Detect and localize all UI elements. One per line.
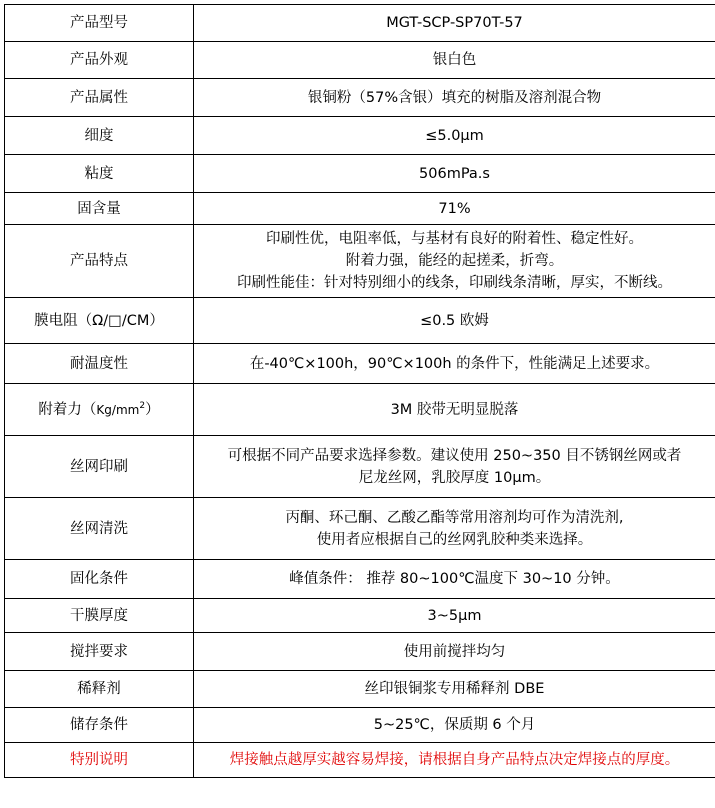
- row-value: 在-40℃×100h，90℃×100h 的条件下，性能满足上述要求。: [194, 344, 715, 384]
- special-note-label: 特别说明: [5, 743, 194, 778]
- table-row: [5, 298, 715, 344]
- row-label: 搅拌要求: [5, 633, 194, 671]
- row-value: 506mPa.s: [194, 155, 715, 193]
- label-superscript: 2: [139, 400, 146, 411]
- row-value: 峰值条件： 推荐 80~100℃温度下 30~10 分钟。: [194, 560, 715, 599]
- row-label: [5, 384, 194, 436]
- spec-table: [4, 4, 715, 778]
- value-line: 附着力强，能经的起搓柔，折弯。: [345, 253, 564, 269]
- value-line: 尼龙丝网，乳胶厚度 10μm。: [358, 469, 551, 486]
- row-value: [194, 225, 715, 298]
- row-value: 使用前搅拌均匀: [194, 633, 715, 671]
- row-label: 稀释剂: [5, 671, 194, 708]
- table-row: [5, 498, 715, 560]
- row-label: 粘度: [5, 155, 194, 193]
- table-row: [5, 79, 715, 117]
- row-label: 产品外观: [5, 42, 194, 79]
- table-row: [5, 193, 715, 225]
- row-label: 储存条件: [5, 708, 194, 743]
- table-row: [5, 384, 715, 436]
- row-value: ≤5.0μm: [194, 117, 715, 155]
- row-label: 丝网印刷: [5, 436, 194, 498]
- table-row: [5, 344, 715, 384]
- row-value: 银铜粉（57%含银）填充的树脂及溶剂混合物: [194, 79, 715, 117]
- row-label: 丝网清洗: [5, 498, 194, 560]
- row-value: ≤0.5 欧姆: [194, 298, 715, 344]
- table-row: [5, 225, 715, 298]
- value-line: 使用者应根据自己的丝网乳胶种类来选择。: [316, 531, 593, 548]
- row-label: 固含量: [5, 193, 194, 225]
- label-unit: Kg/mm: [96, 402, 140, 417]
- row-value: 3M 胶带无明显脱落: [194, 384, 715, 436]
- special-note-value: 焊接触点越厚实越容易焊接，请根据自身产品特点决定焊接点的厚度。: [194, 743, 715, 778]
- row-label: 固化条件: [5, 560, 194, 599]
- label-main: 附着力（: [38, 401, 97, 418]
- label-end: ）: [145, 401, 160, 418]
- table-row: [5, 5, 715, 42]
- table-row: [5, 117, 715, 155]
- row-value: [194, 498, 715, 560]
- table-row: [5, 633, 715, 671]
- table-row: [5, 155, 715, 193]
- row-label: 膜电阻（Ω/□/CM）: [5, 298, 194, 344]
- row-value: 3~5μm: [194, 599, 715, 633]
- table-row: [5, 708, 715, 743]
- table-row: [5, 671, 715, 708]
- table-row: [5, 599, 715, 633]
- row-value: MGT-SCP-SP70T-57: [194, 5, 715, 42]
- row-label: 干膜厚度: [5, 599, 194, 633]
- row-value: [194, 436, 715, 498]
- row-label: 耐温度性: [5, 344, 194, 384]
- value-line: 印刷性能佳：针对特别细小的线条，印刷线条清晰，厚实，不断线。: [237, 275, 672, 291]
- row-label: 产品型号: [5, 5, 194, 42]
- value-line: 丙酮、环己酮、乙酸乙酯等常用溶剂均可作为清洗剂,: [285, 509, 624, 526]
- row-label: 产品特点: [5, 225, 194, 298]
- table-row: [5, 743, 715, 778]
- value-line: 印刷性优，电阻率低，与基材有良好的附着性、稳定性好。: [266, 231, 643, 247]
- value-line: 可根据不同产品要求选择参数。建议使用 250~350 目不锈钢丝网或者: [227, 447, 682, 464]
- table-row: [5, 560, 715, 599]
- row-value: 5~25℃，保质期 6 个月: [194, 708, 715, 743]
- row-value: 丝印银铜浆专用稀释剂 DBE: [194, 671, 715, 708]
- row-value: 银白色: [194, 42, 715, 79]
- table-row: [5, 436, 715, 498]
- row-label: 产品属性: [5, 79, 194, 117]
- row-value: 71%: [194, 193, 715, 225]
- table-row: [5, 42, 715, 79]
- row-label: 细度: [5, 117, 194, 155]
